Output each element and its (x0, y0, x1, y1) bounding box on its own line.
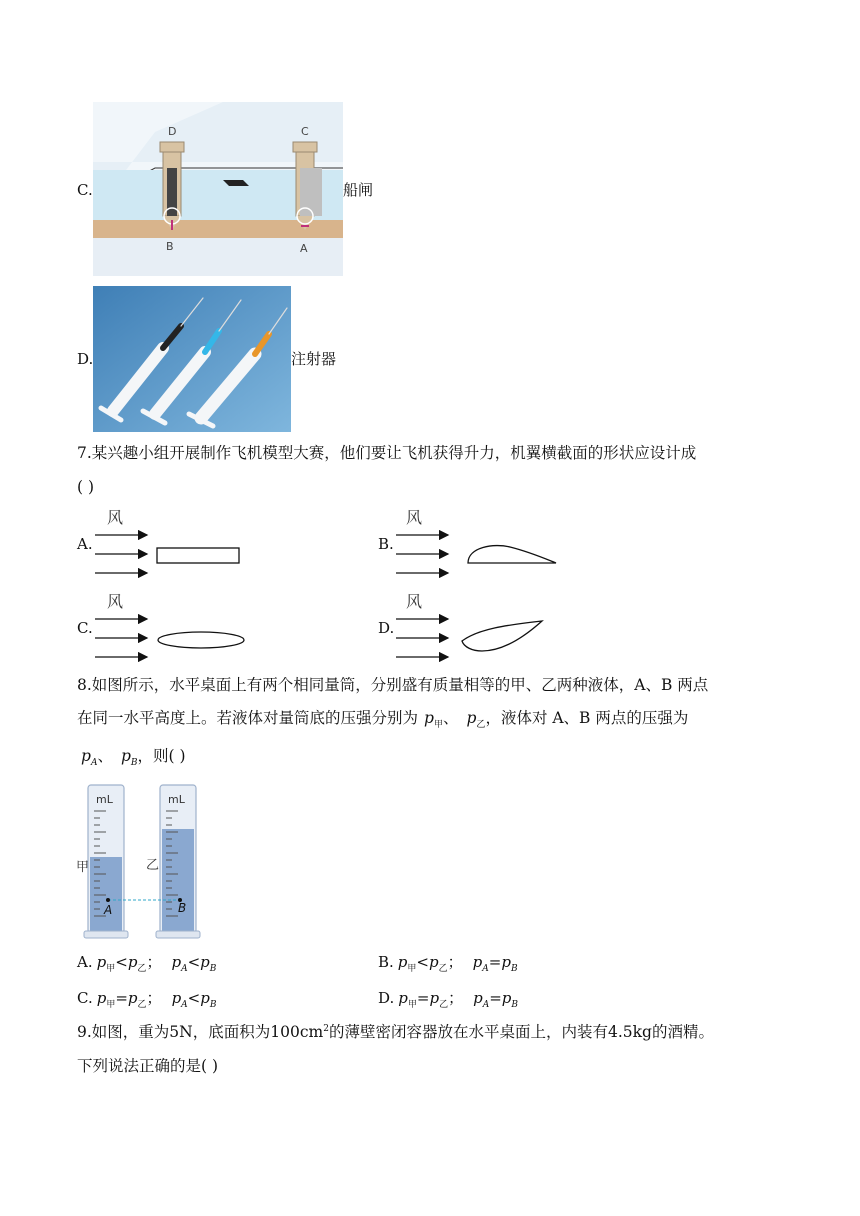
valve-a-label: A (300, 242, 308, 255)
q8-question-line2: 在同一水平高度上。若液体对量筒底的压强分别为 $p_甲$、 $p_乙$，液体对 A、B 两点的压强为 (77, 709, 689, 731)
q8-optD: D. $p_甲=p_乙$； $p_A=p_B$ (378, 989, 519, 1010)
q7-optD-figure (394, 589, 564, 665)
airfoil-flat-bottom-shape (468, 546, 556, 563)
valve-b-label: B (166, 240, 174, 253)
q7-optB-figure (394, 505, 564, 581)
valve-c-label: C (301, 125, 309, 138)
q8-question-line1: 8.如图所示，水平桌面上有两个相同量筒，分别盛有质量相等的甲、乙两种液体，A、B 两点 (77, 676, 709, 694)
q6-optD-caption: 注射器 (291, 350, 337, 368)
q8-optA: A. $p_甲<p_乙$； $p_A<p_B$ (77, 953, 217, 974)
airfoil-curved-bottom-shape (462, 621, 542, 651)
q7-optC-figure (93, 589, 253, 665)
q8-optC: C. $p_甲=p_乙$； $p_A<p_B$ (77, 989, 217, 1010)
point-a-label: A (104, 903, 113, 917)
rectangle-wing-shape (157, 548, 239, 563)
q7-optB-letter: B. (378, 535, 394, 553)
right-cylinder-unit: mL (168, 793, 185, 806)
wind-label: 风 (107, 592, 124, 611)
ellipse-wing-shape (158, 632, 244, 648)
q7-optA-figure (93, 505, 253, 581)
q9-question-line2: 下列说法正确的是( ) (77, 1057, 219, 1075)
right-liquid-label: 乙 (146, 858, 160, 873)
wind-label: 风 (107, 508, 124, 527)
q8-question-line3: $p_A$、 $p_B$，则( ) (81, 747, 186, 769)
ship-lock-figure (93, 102, 343, 276)
q6-optD-letter: D. (77, 350, 94, 368)
point-b-label: B (178, 901, 187, 915)
q7-question-line1: 7.某兴趣小组开展制作飞机模型大赛，他们要让飞机获得升力，机翼横截面的形状应设计成 (77, 444, 697, 462)
q8-optB: B. $p_甲<p_乙$； $p_A=p_B$ (378, 953, 518, 974)
wind-label: 风 (406, 508, 423, 527)
left-liquid-label: 甲 (76, 860, 90, 875)
left-cylinder-unit: mL (96, 793, 113, 806)
q7-optA-letter: A. (77, 535, 93, 553)
q7-optD-letter: D. (378, 619, 395, 637)
q9-question-line1: 9.如图，重为5N，底面积为$100cm^2$的薄壁密闭容器放在水平桌面上，内装有4.5kg的酒精。 (77, 1023, 714, 1042)
q6-optC-caption: 船闸 (343, 181, 374, 199)
q7-question-line2: ( ) (77, 478, 95, 496)
graduated-cylinders-figure (76, 781, 216, 941)
q7-optC-letter: C. (77, 619, 93, 637)
valve-d-label: D (168, 125, 177, 138)
wind-label: 风 (406, 592, 423, 611)
q6-optC-letter: C. (77, 181, 93, 199)
syringe-photo (93, 286, 291, 432)
